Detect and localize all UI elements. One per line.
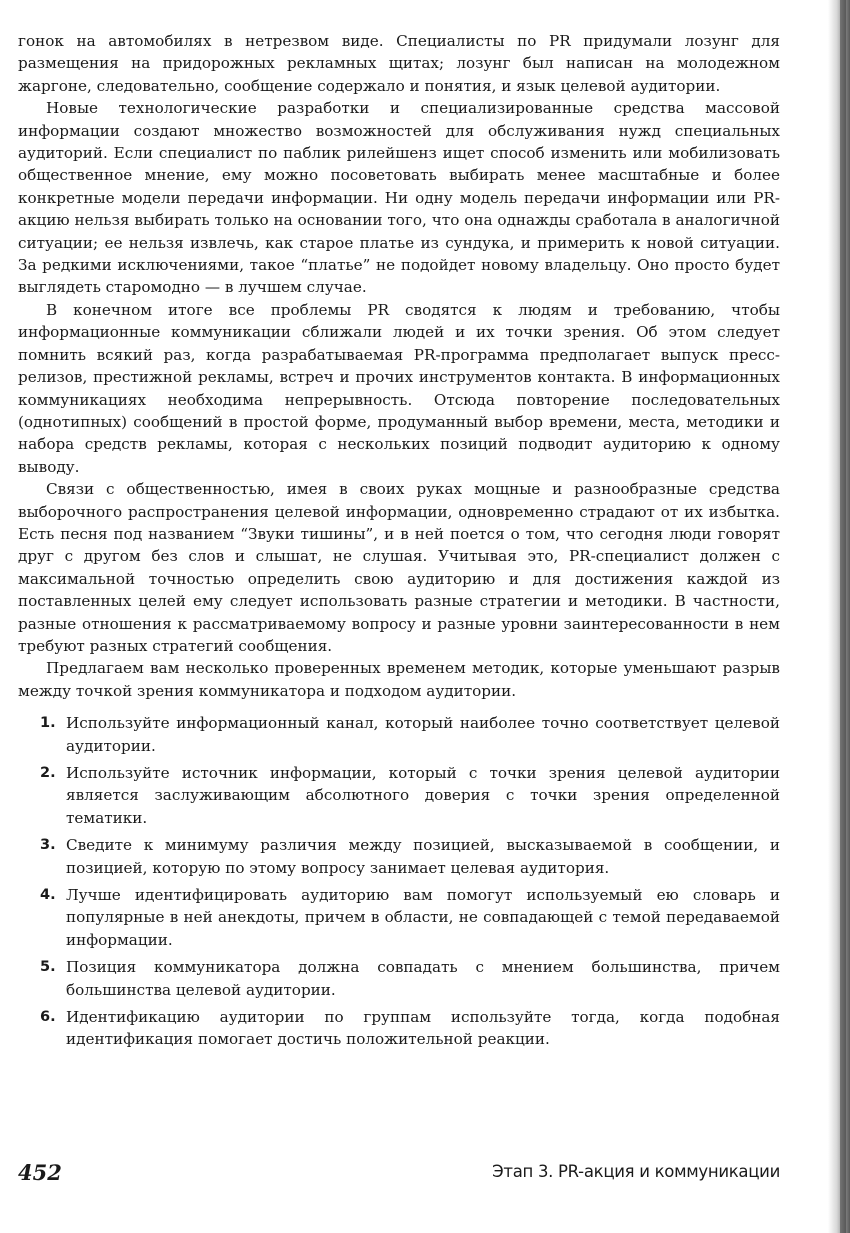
page-number: 452 [18, 1160, 62, 1185]
list-item-text: Лучше идентифицировать аудиторию вам помогут используемый ею словарь и популярные в ней анекдоты, причем в области, не совпадающей с темой передаваемой информации. [66, 886, 780, 949]
list-item-number: 6. [40, 1009, 56, 1026]
paragraph: Новые технологические разработки и специализированные средства массовой информации создают множество возможностей для обслуживания нужд специальных аудиторий. Если специалист по паблик рилейшенз ищет способ изменить или мобилизовать общественное мнение, ему можно посоветовать выбирать менее масштабные и более конкретные модели передачи информации. Ни одну модель передачи информации или PR-акцию нельзя выбирать только на основании того, что она однажды сработала в аналогичной ситуации; ее нельзя извлечь, как старое платье из сундука, и примерить к новой ситуации. За редкими исключениями, такое “платье” не подойдет новому владельцу. Оно просто будет выглядеть старомодно — в лучшем случае. [18, 99, 780, 297]
page-edge-binding [840, 0, 846, 1233]
page-body [18, 30, 780, 1056]
paragraph: гонок на автомобилях в нетрезвом виде. Специалисты по PR придумали лозунг для размещения на придорожных рекламных щитах; лозунг был написан на молодежном жаргоне, следовательно, сообщение содержало и понятия, и язык целевой аудитории. [18, 32, 780, 95]
list-item-number: 2. [40, 765, 56, 781]
list-item-number: 4. [40, 887, 56, 904]
list-item [18, 712, 780, 757]
list-item-number: 1. [40, 715, 56, 732]
list-item-text: Идентификацию аудитории по группам используйте тогда, когда подобная идентификация помогает достичь положительной реакции. [66, 1008, 780, 1049]
page-footer [18, 1160, 780, 1190]
paragraph: Предлагаем вам несколько проверенных временем методик, которые уменьшают разрыв между точкой зрения коммуникатора и подходом аудитории. [18, 659, 780, 700]
paragraph: В конечном итоге все проблемы PR сводятся к людям и требованию, чтобы информационные коммуникации сближали людей и их точки зрения. Об этом следует помнить всякий раз, когда разрабатываемая PR-программа предполагает выпуск пресс-релизов, престижной рекламы, встреч и прочих инструментов контакта. В информационных коммуникациях необходима непрерывность. Отсюда повторение последовательных (однотипных) сообщений в простой форме, продуманный выбор времени, места, методики и набора средств рекламы, которая с нескольких позиций подводит аудиторию к одному выводу. [18, 300, 780, 476]
list-item [18, 1006, 780, 1051]
list-item [18, 762, 780, 829]
list-item [18, 834, 780, 879]
list-item [18, 884, 780, 951]
page-edge-shadow [828, 0, 850, 1233]
list-item-text: Используйте источник информации, который с точки зрения целевой аудитории является заслуживающим абсолютного доверия с точки зрения определенной тематики. [66, 764, 780, 827]
list-item-text: Сведите к минимуму различия между позицией, высказываемой в сообщении, и позицией, которую по этому вопросу занимает целевая аудитория. [66, 836, 780, 877]
numbered-list [18, 712, 780, 1051]
list-item-text: Используйте информационный канал, который наиболее точно соответствует целевой аудитории. [66, 714, 780, 755]
list-item-number: 5. [40, 959, 56, 976]
list-item-text: Позиция коммуникатора должна совпадать с мнением большинства, причем большинства целевой аудитории. [66, 958, 780, 999]
paragraph: Связи с общественностью, имея в своих руках мощные и разнообразные средства выборочного распространения целевой информации, одновременно страдают от их избытка. Есть песня под названием “Звуки тишины”, и в ней поется о том, что сегодня люди говорят друг с другом без слов и слышат, не слушая. Учитывая это, PR-специалист должен с максимальной точностью определить свою аудиторию и для достижения каждой из поставленных целей ему следует использовать разные стратегии и методики. В частности, разные отношения к рассматриваемому вопросу и разные уровни заинтересованности в нем требуют разных стратегий сообщения. [18, 480, 780, 655]
list-item-number: 3. [40, 837, 56, 854]
list-item [18, 956, 780, 1001]
running-head: Этап 3. PR-акция и коммуникации [492, 1162, 780, 1181]
